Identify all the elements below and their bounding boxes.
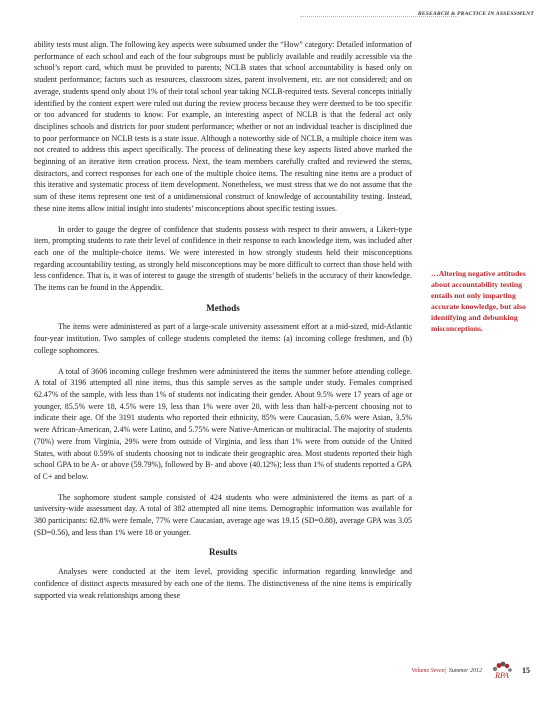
journal-volume: Volume Seven	[411, 667, 445, 674]
page-footer	[411, 661, 530, 680]
rpa-logo-icon	[490, 661, 514, 680]
article-body	[34, 39, 412, 610]
issue-date: Summer 2012	[448, 667, 482, 674]
paragraph-sophomore-sample: The sophomore student sample consisted of 424 students who were administered the items as part of a university-wide assessment day. A total of 382 attempted all nine items. Demographic information was available for 380 participants: 62.8% were female, 77% were Caucasian, average age was 19.15 (SD=0.88), average GPA was 3.05 (SD=0.56), and less than 1% were 18 or younger.	[34, 492, 412, 537]
paragraph-methods-intro: The items were administered as part of a large-scale university assessment effort at a mid-sized, mid-Atlantic four-year institution. Two samples of college students completed the items: (a) incoming college freshmen, and (b) college sophomores.	[34, 322, 412, 355]
methods-heading: Methods	[206, 302, 240, 313]
running-head: RESEARCH & PRACTICE IN ASSESSMENT	[417, 11, 534, 17]
paragraph-item-development: ability tests must align. The following key aspects were subsumed under the “How” category: Detailed information of performance of each school and each of the four subgroups must be publicly available and readily accessible via the school’s report card, which must be provided to parents; NCLB states that school accountability is based only on student performance; factors such as resources, classroom sizes, parent involvement, etc. are not considered; and on average, students spend only about 1% of their total school year taking NCLB-required tests. Several concepts initially identified by the content expert were ruled out during the review process because they were deemed to be too specific or too advanced for students to know. For example, an interesting aspect of NCLB is that the federal act only disciplines schools and districts for poor student performance; whether or not an individual teacher is disciplined due to poor performance on NCLB tests is a state issue. Although a noteworthy side of NCLB, a multiple choice item was not created to address this aspect specifically. The process of delineating these key aspects listed above marked the beginning of an iterative item creation process. Next, the team members carefully crafted and reviewed the stems, distractors, and correct responses for each one of the multiple choice items. The resulting nine items are a product of this iterative and systematic process of item development. Nonetheless, we must stress that we do not assume that the sum of these items represent one test of a unidimensional construct of knowledge of accountability testing. Instead, these nine items allow initial insight into students’ misconceptions about specific testing issues.	[34, 40, 412, 213]
paragraph-confidence-items: In order to gauge the degree of confidence that students possess with respect to their answers, a Likert-type item, prompting students to rate their level of confidence in their response to each knowledge item, was included after each one of the multiple-choice items. We were interested in how strongly students held their misconceptions regarding accountability testing, as strongly held misconceptions may be more difficult to correct than those held with less confidence. That is, it was of interest to gauge the strength of students’ beliefs in the accuracy of their knowledge. The items can be found in the Appendix.	[34, 224, 412, 293]
pull-quote: …Altering negative attitudes about accountability testing entails not only imparting accurate knowledge, but also identifying and debunking misconceptions.	[431, 269, 526, 333]
results-heading: Results	[208, 547, 237, 558]
paragraph-results-intro: Analyses were conducted at the item level, providing specific information regarding knowledge and confidence of distinct aspects measured by each one of the items. The distinctiveness of the nine items is empirically supported via weak relationships among these	[34, 567, 412, 600]
page-number: 15	[522, 666, 530, 675]
paragraph-freshmen-sample: A total of 3606 incoming college freshmen were administered the items the summer before attending college. A total of 3196 attempted all nine items, thus this sample serves as the sample under study. Females comprised 62.47% of the sample, with less than 1% of students not indicating their gender. About 9.5% were 17 years of age or younger, 85.5% were 18, 4.5% were 19, less than 1% were over 20, with less than half-a-percent choosing not to indicate their age. Of the 3191 students who reported their ethnicity, 85% were Caucasian, 5.6% were Asian, 3.5% were African-American, 2.4% were Latino, and 5.75% were Native-American or multiracial. The majority of students (70%) were from Virginia, 29% were from outside of Virginia, and less than 1% were from outside of the United States, with about 0.59% of students choosing not to indicate their geographic area. Most students reported their high school GPA to be A- or above (59.79%), followed by B- and above (40.12%); less than 1% of students reported a GPA of C+ and below.	[34, 366, 412, 481]
logo-text: RPA	[495, 671, 509, 680]
footer-separator: |	[444, 667, 446, 674]
